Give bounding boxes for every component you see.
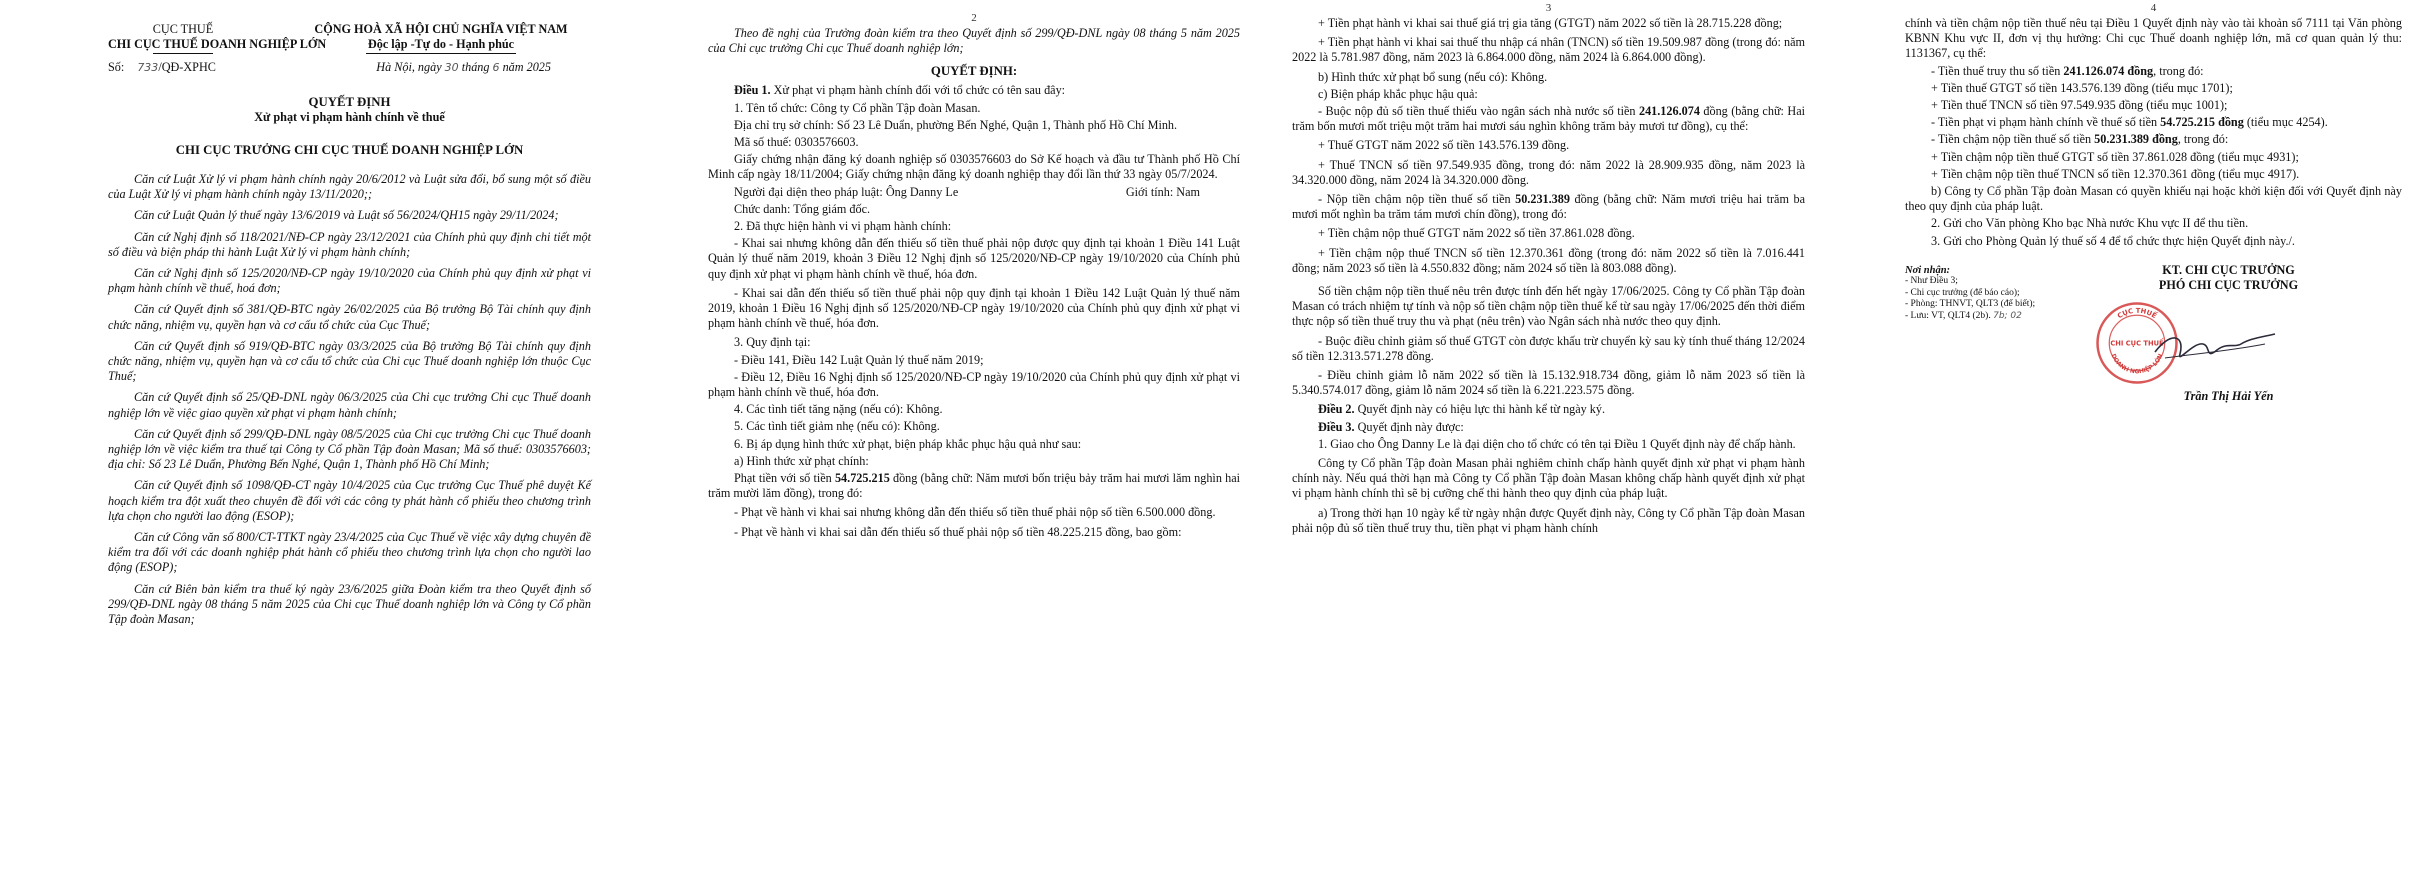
article-3-item: Công ty Cổ phần Tập đoàn Masan phải nghiêm chỉnh chấp hành quyết định xử phạt vi phạm hành chính này. Nếu quá thời hạn mà Công ty Cổ phần Tập đoàn Masan không chấp hành quyết định xử phạt vi phạm hành chính thì sẽ bị cưỡng chế thi hành theo quy định của pháp luật. [1292, 456, 1805, 501]
date-month: 6 [492, 61, 500, 74]
issuing-agency [108, 22, 327, 54]
fine-suffix: đồng (bằng chữ: Năm mươi bốn triệu bảy trăm hai mươi lăm nghìn hai trăm mười lăm đồng), trong đó: [708, 471, 1240, 501]
main-penalty-label: a) Hình thức xử phạt chính: [734, 453, 869, 468]
remedy-back-tax-prefix: - Buộc nộp đủ số tiền thuế thiếu vào ngân sách nhà nước số tiền [1318, 104, 1639, 119]
representative-gender: Giới tính: Nam [1125, 184, 1200, 199]
fine-amount: 54.725.215 [834, 471, 890, 486]
payment-item: + Tiền thuế TNCN số tiền 97.549.935 đồng (tiểu mục 1001); [1931, 98, 2228, 113]
loss-adjustment: - Điều chỉnh giảm lỗ năm 2022 số tiền là 15.132.918.734 đồng, giảm lỗ năm 2023 số tiền là 5.340.574.017 đồng, giảm lỗ năm 2024 số tiền là 6.221.223.575 đồng. [1292, 368, 1805, 398]
payment-item-amount: 241.126.074 đồng [2063, 63, 2154, 78]
back-tax-amount: 241.126.074 [1638, 104, 1700, 119]
violation-item: - Khai sai dẫn đến thiếu số tiền thuế phải nộp quy định tại khoản 1 Điều 142 Luật Quản lý thuế năm 2019, khoản 1 Điều 16 Nghị định số 125/2020/NĐ-CP ngày 19/10/2020 của Chính phủ quy định xử phạt vi phạm hành chính về thuế, hóa đơn. [708, 285, 1240, 331]
stamp-bottom-text: DOANH NGHIỆP LỚN [2109, 353, 2165, 376]
document-header [108, 22, 591, 54]
article-3-label: Điều 3. [1318, 419, 1355, 434]
gtgt-fine: + Tiền phạt hành vi khai sai thuế giá trị gia tăng (GTGT) năm 2022 số tiền là 28.715.228 đồng; [1318, 16, 1783, 30]
remedy-back-tax-suffix: đồng (bằng chữ: Hai trăm bốn mươi mốt triệu một trăm hai mươi sáu nghìn không trăm bảy mươi tư đồng), cụ thể: [1292, 104, 1805, 134]
page-2 [650, 0, 1260, 870]
page-3 [1280, 0, 1830, 870]
payment-item [1905, 132, 2402, 147]
legal-basis: Căn cứ Công văn số 800/CT-TTKT ngày 23/4/2025 của Cục Thuế về việc xây dựng chuyên đề kiểm tra đối với các doanh nghiệp phát hành cổ phiếu theo chương trình lựa chọn cho người lao động (ESOP); [108, 530, 591, 575]
payment-item-suffix: , trong đó: [2153, 63, 2204, 78]
recipient-item: - Như Điều 3; [1905, 276, 1958, 287]
recipient-item [1905, 311, 2055, 323]
gtgt-tax: + Thuế GTGT năm 2022 số tiền 143.576.139 đồng. [1318, 138, 1570, 153]
complaint-right: b) Công ty Cổ phần Tập đoàn Masan có quyền khiếu nại hoặc khởi kiện đối với Quyết định này theo quy định của pháp luật. [1905, 184, 2402, 214]
signer-block [2055, 259, 2402, 439]
violation-item: - Khai sai nhưng không dẫn đến thiếu số tiền thuế phải nộp được quy định tại khoản 1 Điều 141 Luật Quản lý thuế năm 2019, khoản 3 Điều 12 Nghị định số 125/2020/NĐ-CP ngày 19/10/2020 của Chính phủ quy định xử phạt vi phạm hành chính về thuế, hóa đơn. [708, 236, 1240, 281]
legal-basis: Căn cứ Nghị định số 118/2021/NĐ-CP ngày 23/12/2021 của Chính phủ quy định chi tiết một số điều và biện pháp thi hành Luật Xử lý vi phạm hành chính; [108, 229, 591, 259]
signer-name: Trần Thị Hải Yến [2183, 388, 2274, 403]
article-1 [708, 83, 1240, 98]
payment-item-suffix: (tiểu mục 4254). [2243, 115, 2328, 130]
org-name: 1. Tên tổ chức: Công ty Cổ phần Tập đoàn Masan. [734, 100, 981, 115]
org-tax-code: Mã số thuế: 0303576603. [734, 135, 859, 150]
stamp-center-text: CHI CỤC THUẾ [2110, 339, 2164, 348]
national-heading [291, 22, 591, 54]
recipient-item: - Chi cục trưởng (để báo cáo); [1905, 287, 2020, 298]
fine-prefix: Phạt tiền với số tiền [734, 471, 835, 486]
place-date-prefix: Hà Nội, ngày [376, 60, 442, 74]
representative: Người đại diện theo pháp luật: Ông Danny Le [734, 184, 959, 199]
legal-basis: Căn cứ Quyết định số 299/QĐ-DNL ngày 08/5/2025 của Chi cục trưởng Chi cục Thuế doanh nghiệp lớn về việc kiểm tra thuế tại Công ty Cổ phần Tập đoàn Masan; Mã số thuế: 0303576603; địa chỉ: Số 23 Lê Duẩn, Phường Bến Nghé, Quận 1, Thành phố Hồ Chí Minh; [108, 426, 591, 472]
place-date [376, 60, 591, 75]
page-number: 3 [1545, 2, 1552, 14]
fine-item: - Phạt về hành vi khai sai dẫn đến thiếu số thuế phải nộp số tiền 48.225.215 đồng, bao gồm: [734, 524, 1182, 539]
late-payment [1292, 192, 1805, 222]
fine-total [708, 471, 1240, 501]
violations-label: 2. Đã thực hiện hành vi vi phạm hành chính: [734, 219, 952, 234]
payment-item: + Tiền chậm nộp tiền thuế TNCN số tiền 12.370.361 đồng (tiểu mục 4917). [1931, 166, 2300, 181]
number-label: Số: [108, 60, 125, 74]
recipients [1905, 259, 2055, 439]
payment-item-amount: 50.231.389 đồng [2094, 132, 2178, 147]
legal-basis: Căn cứ Luật Xử lý vi phạm hành chính ngày 20/6/2012 và Luật sửa đổi, bổ sung một số điều của Luật Xử lý vi phạm hành chính ngày 13/11/2020;; [108, 172, 591, 202]
representative-position: Chức danh: Tổng giám đốc. [734, 201, 871, 216]
payment-item [1905, 64, 2402, 79]
stamp-top-text: CỤC THUẾ [2116, 306, 2158, 321]
late-gtgt: + Tiền chậm nộp thuế GTGT năm 2022 số tiền 37.861.028 đồng. [1318, 226, 1635, 241]
tncn-fine: + Tiền phạt hành vi khai sai thuế thu nhập cá nhân (TNCN) số tiền 19.509.987 đồng (trong đó: năm 2022 là 5.781.987 đồng, năm 2023 là 6.864.000 đồng, năm 2024 là 6.864.000 đồng). [1292, 35, 1805, 65]
recipient-item-text: - Lưu: VT, QLT4 (2b). [1905, 310, 1991, 321]
legal-basis: Căn cứ Biên bản kiểm tra thuế ký ngày 23/6/2025 giữa Đoàn kiểm tra theo Quyết định số 299/QĐ-DNL ngày 08 tháng 5 năm 2025 của Chi cục Thuế doanh nghiệp lớn và Công ty Cổ phần Tập đoàn Masan; [108, 581, 591, 627]
decision-title: QUYẾT ĐỊNH [308, 95, 391, 109]
country-name: CỘNG HOÀ XÃ HỘI CHỦ NGHĨA VIỆT NAM [314, 22, 568, 36]
legal-basis: Căn cứ Luật Quản lý thuế ngày 13/6/2019 và Luật số 56/2024/QH15 ngày 29/11/2024; [134, 208, 559, 223]
article-3-item: a) Trong thời hạn 10 ngày kể từ ngày nhận được Quyết định này, Công ty Cổ phần Tập đoàn Masan phải nộp đủ số tiền thuế truy thu, tiền phạt vi phạm hành chính [1292, 505, 1805, 535]
legal-basis: Căn cứ Quyết định số 25/QĐ-DNL ngày 06/3/2025 của Chi cục trưởng Chi cục Thuế doanh nghiệp lớn về việc giao quyền xử phạt vi phạm hành chính; [108, 390, 591, 420]
article-3-item: 1. Giao cho Ông Danny Le là đại diện cho tổ chức có tên tại Điều 1 Quyết định này để chấp hành. [1318, 436, 1796, 451]
payment-item-prefix: - Tiền phạt vi phạm hành chính về thuế số tiền [1931, 115, 2161, 130]
payment-item: + Tiền thuế GTGT số tiền 143.576.139 đồng (tiểu mục 1701); [1931, 80, 2233, 95]
payment-item-prefix: - Tiền thuế truy thu số tiền [1931, 63, 2064, 78]
legal-basis: Căn cứ Quyết định số 381/QĐ-BTC ngày 26/02/2025 của Bộ trưởng Bộ Tài chính quy định chức năng, nhiệm vụ, quyền hạn và cơ cấu tổ chức của Cục Thuế; [108, 302, 591, 332]
late-payment-suffix: đồng (bằng chữ: Năm mươi triệu hai trăm ba mươi mốt nghìn ba trăm tám mươi chín đồng), trong đó: [1292, 192, 1805, 222]
decision-subtitle: Xử phạt vi phạm hành chính về thuế [254, 110, 445, 124]
vat-adjustment: - Buộc điều chỉnh giảm số thuế GTGT còn được khấu trừ chuyển kỳ sau kỳ tính thuế tháng 12/2024 số tiền 12.313.571.278 đồng. [1292, 333, 1805, 363]
regulated-label: 3. Quy định tại: [734, 335, 811, 350]
recipient-item: - Phòng: THNVT, QLT3 (để biết); [1905, 299, 2036, 310]
measures-label: 6. Bị áp dụng hình thức xử phạt, biện pháp khắc phục hậu quả như sau: [734, 436, 1082, 451]
send-department: 3. Gửi cho Phòng Quản lý thuế số 4 để tổ chức thực hiện Quyết định này./. [1931, 233, 2295, 248]
recipient-handwritten-note: 7b; 02 [1993, 310, 2022, 321]
agency-parent: CỤC THUẾ [152, 22, 214, 36]
page-4 [1875, 0, 2410, 870]
legal-basis: Căn cứ Nghị định số 125/2020/NĐ-CP ngày 19/10/2020 của Chính phủ quy định xử phạt vi phạm hành chính về thuế, hoá đơn; [108, 266, 591, 296]
legal-basis: Căn cứ Quyết định số 1098/QĐ-CT ngày 10/4/2025 của Cục trưởng Cục Thuế phê duyệt Kế hoạch kiểm tra đột xuất theo chuyên đề đối với các công ty phát hành cổ phiếu theo chương trình lựa chọn cho người lao động (ESOP); [108, 478, 591, 523]
article-1-label: Điều 1. [734, 83, 771, 98]
article-2-text: Quyết định này có hiệu lực thi hành kể từ ngày ký. [1354, 402, 1606, 417]
mitigating-circumstances: 5. Các tình tiết giảm nhẹ (nếu có): Không. [734, 419, 940, 434]
aggravating-circumstances: 4. Các tình tiết tăng nặng (nếu có): Không. [734, 402, 943, 417]
regulated-item: - Điều 141, Điều 142 Luật Quản lý thuế năm 2019; [734, 352, 984, 367]
tncn-tax: + Thuế TNCN số tiền 97.549.935 đồng, trong đó: năm 2022 là 28.909.935 đồng, năm 2023 là 34.320.000 đồng, năm 2024 là 34.320.000 đồng. [1292, 157, 1805, 187]
legal-basis: Căn cứ Quyết định số 919/QĐ-BTC ngày 03/3/2025 của Bộ trưởng Bộ Tài chính quy định chức năng, nhiệm vụ, quyền hạn và cơ cấu tổ chức của Chi cục Thuế doanh nghiệp lớn thuộc Cục Thuế; [108, 338, 591, 384]
payment-item-suffix: , trong đó: [2177, 132, 2229, 147]
remedy-back-tax [1292, 104, 1805, 134]
issuing-authority: CHI CỤC TRƯỞNG CHI CỤC THUẾ DOANH NGHIỆP LỚN [175, 143, 524, 157]
month-label: tháng [461, 60, 490, 74]
number-value: 733 [137, 61, 159, 74]
remedy-label: c) Biện pháp khắc phục hậu quả: [1318, 86, 1478, 101]
representative-row [708, 185, 1240, 200]
payment-item: + Tiền chậm nộp tiền thuế GTGT số tiền 37.861.028 đồng (tiểu mục 4931); [1931, 149, 2299, 164]
signer-title: PHÓ CHI CỤC TRƯỞNG [2158, 277, 2299, 292]
agency-name: CHI CỤC THUẾ DOANH NGHIỆP LỚN [108, 37, 327, 51]
fine-item: - Phạt về hành vi khai sai nhưng không dẫn đến thiếu số tiền thuế phải nộp số tiền 6.500.000 đồng. [734, 505, 1216, 520]
motto-rule [366, 53, 516, 54]
payment-item-prefix: - Tiền chậm nộp tiền thuế số tiền [1931, 132, 2095, 147]
org-registration: Giấy chứng nhận đăng ký doanh nghiệp số 0303576603 do Sở Kế hoạch và đầu tư Thành phố Hồ Chí Minh cấp ngày 18/11/2004; Giấy chứng nhận đăng ký doanh nghiệp thay đổi lần thứ 33 ngày 05/7/2024. [708, 152, 1240, 182]
article-2 [1292, 402, 1805, 417]
payment-item-amount: 54.725.215 đồng [2160, 115, 2244, 130]
decision-heading: QUYẾT ĐỊNH: [930, 64, 1018, 79]
agency-rule [153, 53, 213, 54]
additional-penalty: b) Hình thức xử phạt bổ sung (nếu có): Không. [1318, 69, 1548, 84]
page-1 [0, 0, 603, 870]
late-calc-note: Số tiền chậm nộp tiền thuế nêu trên được tính đến hết ngày 17/06/2025. Công ty Cổ phần Tập đoàn Masan có trách nhiệm tự tính và nộp số tiền chậm nộp tiền thuế kể từ sau ngày 17/06/2025 đến thời điểm thực nộp số tiền thuế truy thu và phạt (nêu trên) vào Ngân sách nhà nước theo quy định. [1292, 284, 1805, 329]
article-1-text: Xử phạt vi phạm hành chính đối với tổ chức có tên sau đây: [770, 83, 1066, 98]
recipients-title: Nơi nhận: [1905, 264, 1951, 276]
send-treasury: 2. Gửi cho Văn phòng Kho bạc Nhà nước Khu vực II để thu tiền. [1931, 216, 2249, 231]
proposal-basis: Theo đề nghị của Trưởng đoàn kiểm tra theo Quyết định số 299/QĐ-DNL ngày 08 tháng 5 năm 2025 của Chi cục trưởng Chi cục Thuế doanh nghiệp lớn; [708, 26, 1240, 56]
decision-number [108, 60, 216, 75]
payment-item [1905, 115, 2402, 130]
late-payment-amount: 50.231.389 [1515, 192, 1570, 207]
late-payment-prefix: - Nộp tiền chậm nộp tiền thuế số tiền [1318, 192, 1516, 207]
article-3 [1292, 420, 1805, 435]
number-suffix: /QĐ-XPHC [158, 60, 216, 74]
number-date-line [108, 60, 591, 75]
signature-icon [2145, 314, 2285, 374]
page-number: 4 [2150, 2, 2157, 14]
org-address: Địa chỉ trụ sở chính: Số 23 Lê Duẩn, phường Bến Nghé, Quận 1, Thành phố Hồ Chí Minh. [734, 117, 1178, 132]
sign-on-behalf: KT. CHI CỤC TRƯỞNG [2162, 262, 2295, 277]
article-3-text: Quyết định này được: [1354, 419, 1464, 434]
payment-account: chính và tiền chậm nộp tiền thuế nêu tại Điều 1 Quyết định này vào tài khoản số 7111 tại Văn phòng KBNN Khu vực II, đơn vị thụ hưởng: Chi cục Thuế doanh nghiệp lớn, mã cơ quan quản lý thu: 1131367, cụ thể: [1905, 16, 2402, 61]
date-day: 30 [444, 61, 459, 74]
date-year: năm 2025 [502, 60, 551, 74]
national-motto: Độc lập -Tự do - Hạnh phúc [367, 37, 515, 51]
signature-block [1905, 259, 2402, 439]
regulated-item: - Điều 12, Điều 16 Nghị định số 125/2020/NĐ-CP ngày 19/10/2020 của Chính phủ quy định xử phạt vi phạm hành chính về thuế, hóa đơn. [708, 369, 1240, 400]
legal-bases [108, 172, 591, 627]
late-tncn: + Tiền chậm nộp thuế TNCN số tiền 12.370.361 đồng (trong đó: năm 2022 số tiền là 7.016.441 đồng; năm 2023 số tiền là 4.550.832 đồng; năm 2024 số tiền là 803.088 đồng). [1292, 245, 1805, 275]
page-number: 2 [971, 12, 977, 24]
article-2-label: Điều 2. [1318, 402, 1355, 417]
